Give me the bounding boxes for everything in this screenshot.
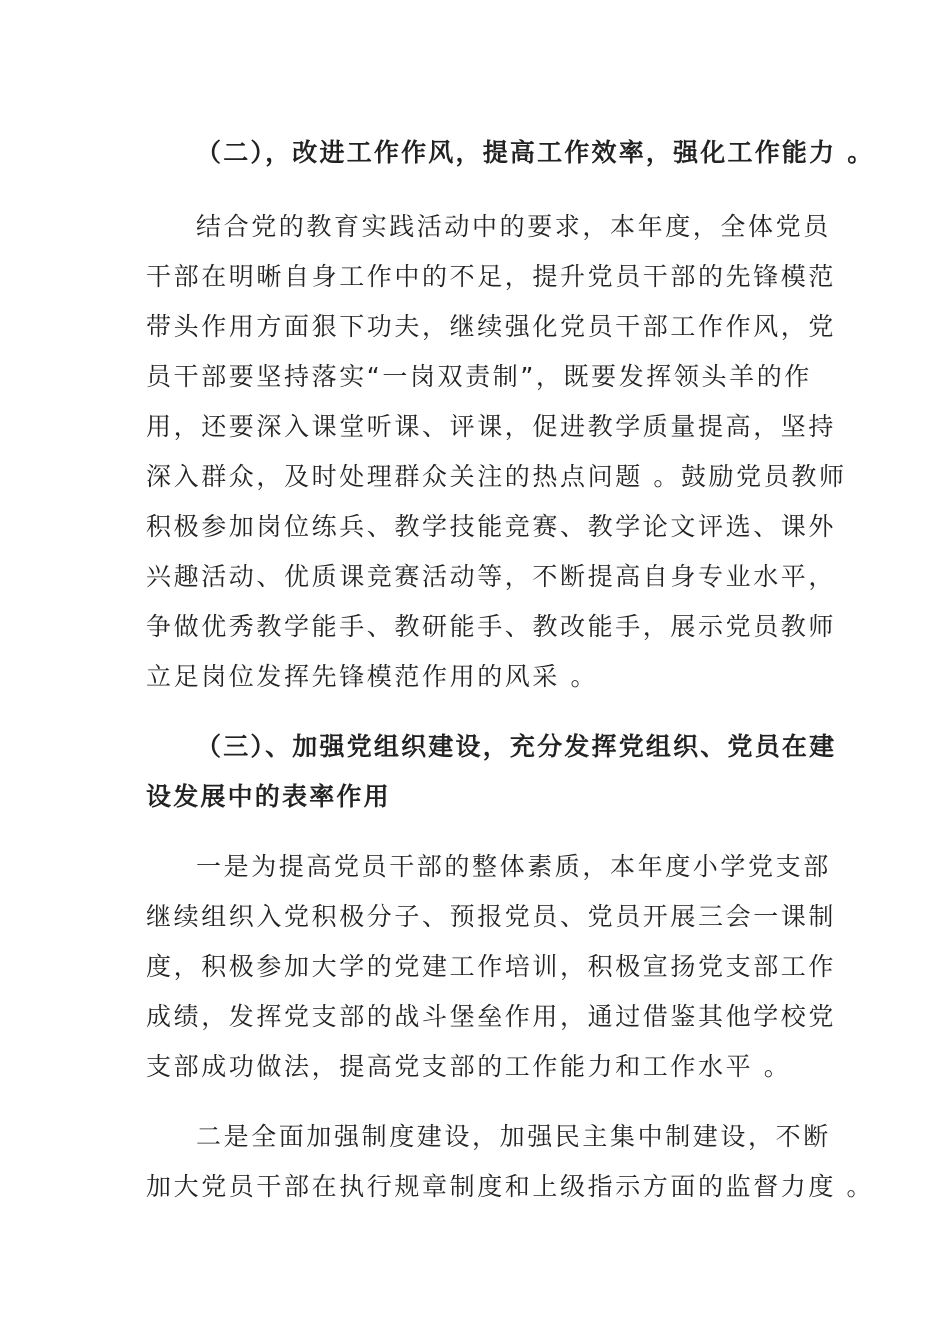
paragraph-line: 成绩，发挥党支部的战斗堡垒作用，通过借鉴其他学校党 — [146, 1002, 837, 1031]
paragraph-line: 二是全面加强制度建设，加强民主集中制建设，不断 — [196, 1122, 831, 1151]
paragraph-line: 度，积极参加大学的党建工作培训，积极宣扬党支部工作 — [146, 952, 837, 981]
paragraph-line: 一是为提高党员干部的整体素质，本年度小学党支部 — [196, 852, 831, 881]
paragraph-line: 带头作用方面狠下功夫，继续强化党员干部工作作风，党 — [146, 312, 837, 341]
paragraph-line: 兴趣活动、优质课竞赛活动等，不断提高自身专业水平， — [146, 562, 837, 591]
section-heading: （二），改进工作作风，提高工作效率，强化工作能力 。 — [196, 138, 875, 167]
paragraph-line: 立足岗位发挥先锋模范作用的风采 。 — [146, 662, 599, 691]
paragraph-line: 员干部要坚持落实“一岗双责制”，既要发挥领头羊的作 — [146, 362, 812, 391]
paragraph-line: 积极参加岗位练兵、教学技能竞赛、教学论文评选、课外 — [146, 512, 837, 541]
paragraph-line: 加大党员干部在执行规章制度和上级指示方面的监督力度 。 — [146, 1172, 875, 1201]
paragraph-line: 继续组织入党积极分子、预报党员、党员开展三会一课制 — [146, 902, 837, 931]
paragraph-line: 争做优秀教学能手、教研能手、教改能手，展示党员教师 — [146, 612, 837, 641]
paragraph-line: 深入群众，及时处理群众关注的热点问题 。鼓励党员教师 — [146, 462, 847, 491]
paragraph-line: 结合党的教育实践活动中的要求，本年度，全体党员 — [196, 212, 831, 241]
paragraph-line: 支部成功做法，提高党支部的工作能力和工作水平 。 — [146, 1052, 792, 1081]
section-heading: 设发展中的表率作用 — [146, 782, 391, 811]
paragraph-line: 用，还要深入课堂听课、评课，促进教学质量提高，坚持 — [146, 412, 837, 441]
section-heading: （三）、加强党组织建设，充分发挥党组织、党员在建 — [196, 732, 837, 761]
paragraph-line: 干部在明晰自身工作中的不足，提升党员干部的先锋模范 — [146, 262, 837, 291]
